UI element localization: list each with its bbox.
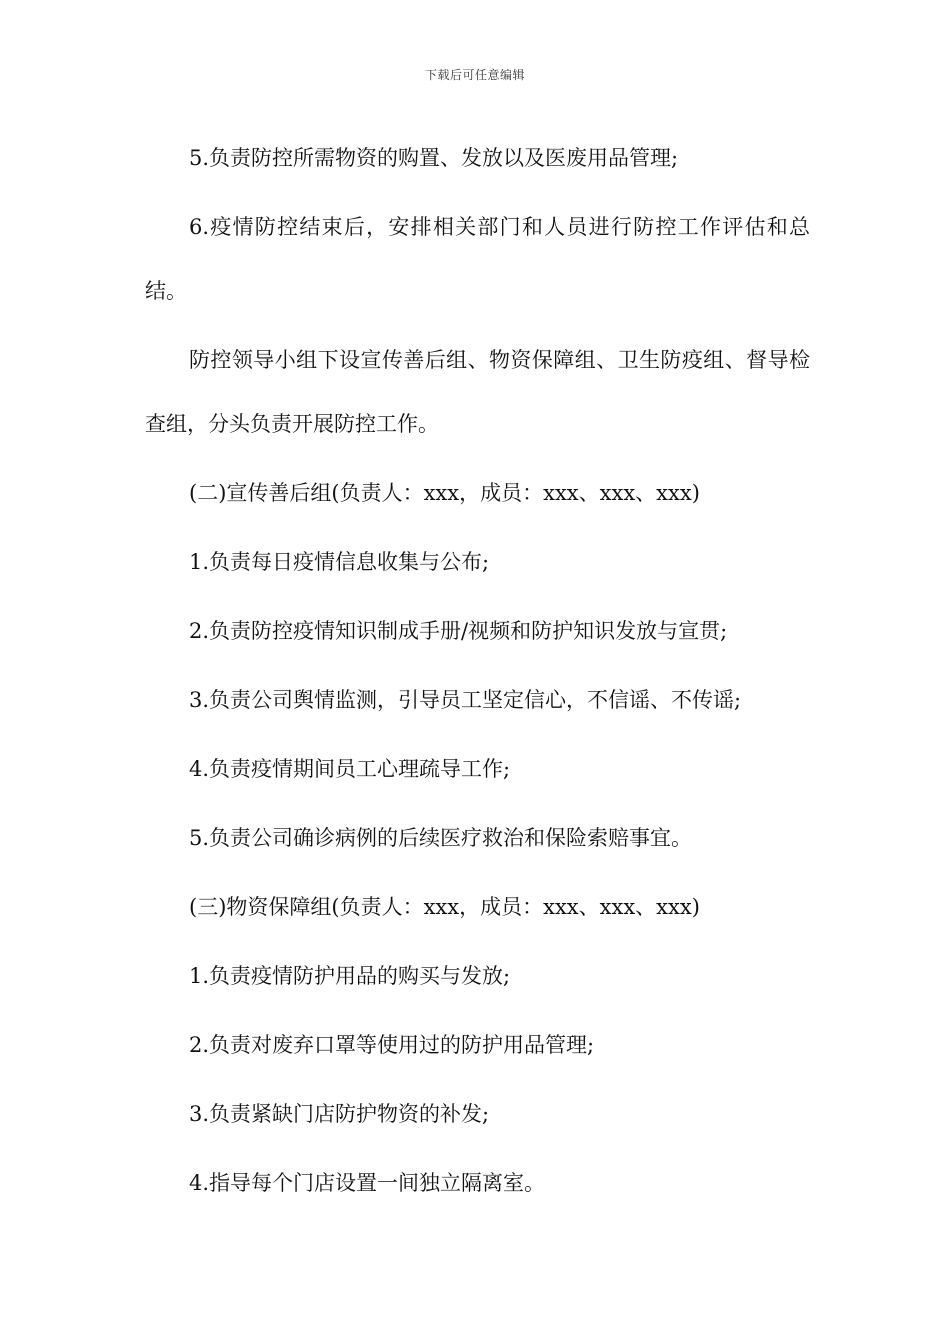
- document-body: [145, 126, 810, 1220]
- paragraph: 防控领导小组下设宣传善后组、物资保障组、卫生防疫组、督导检查组，分头负责开展防控工作。: [145, 348, 810, 436]
- paragraph: 2.负责防控疫情知识制成手册/视频和防护知识发放与宣贯;: [189, 619, 728, 643]
- paragraph: 1.负责疫情防护用品的购买与发放;: [189, 964, 511, 988]
- paragraph: 5.负责公司确诊病例的后续医疗救治和保险索赔事宜。: [189, 826, 693, 850]
- section-heading: (二)宣传善后组(负责人：xxx，成员：xxx、xxx、xxx): [189, 481, 700, 505]
- paragraph: 5.负责防控所需物资的购置、发放以及医废用品管理;: [189, 146, 679, 170]
- paragraph: 3.负责公司舆情监测，引导员工坚定信心，不信谣、不传谣;: [189, 688, 742, 712]
- paragraph: 4.负责疫情期间员工心理疏导工作;: [189, 757, 511, 781]
- paragraph: 2.负责对废弃口罩等使用过的防护用品管理;: [189, 1033, 595, 1057]
- paragraph: 1.负责每日疫情信息收集与公布;: [189, 550, 490, 574]
- paragraph: 4.指导每个门店设置一间独立隔离室。: [189, 1171, 546, 1195]
- page-header: 下载后可任意编辑: [424, 68, 525, 82]
- section-heading: (三)物资保障组(负责人：xxx，成员：xxx、xxx、xxx): [189, 895, 700, 919]
- paragraph: 3.负责紧缺门店防护物资的补发;: [189, 1102, 490, 1126]
- paragraph: 6.疫情防控结束后，安排相关部门和人员进行防控工作评估和总结。: [145, 215, 810, 303]
